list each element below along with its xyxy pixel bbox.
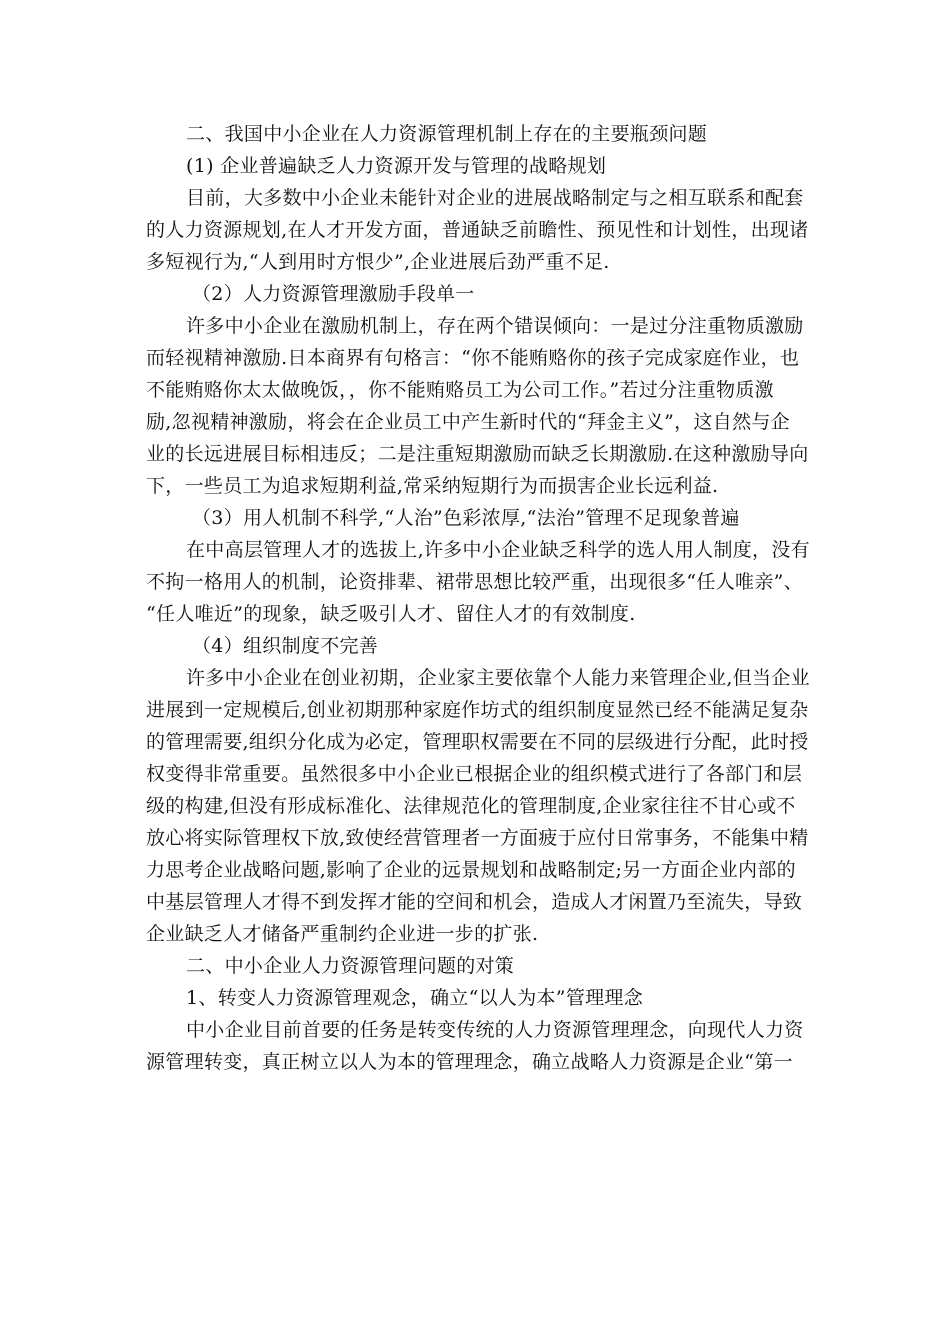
paragraph-line: 目前，大多数中小企业未能针对企业的进展战略制定与之相互联系和配套 [186,187,804,209]
paragraph-line: 中基层管理人才得不到发挥才能的空间和机会，造成人才闲置乃至流失，导致 [146,891,803,913]
paragraph-line: 不拘一格用人的机制，论资排辈、裙带思想比较严重，出现很多“任人唯亲”、 [146,571,803,593]
paragraph-line: 进展到一定规模后,创业初期那种家庭作坊式的组织制度显然已经不能满足复杂 [146,699,809,721]
subsection-heading: (1) 企业普遍缺乏人力资源开发与管理的战略规划 [186,155,607,177]
section-heading: 二、我国中小企业在人力资源管理机制上存在的主要瓶颈问题 [186,123,708,145]
subsection-heading: 1、转变人力资源管理观念，确立“以人为本”管理理念 [186,987,644,1009]
paragraph-line: 励,忽视精神激励，将会在企业员工中产生新时代的“拜金主义”，这自然与企 [146,411,790,433]
paragraph-line: “任人唯近”的现象，缺乏吸引人才、留住人才的有效制度. [146,603,636,625]
paragraph-line: 业的长远进展目标相违反；二是注重短期激励而缺乏长期激励.在这种激励导向 [146,443,809,465]
paragraph-line: 许多中小企业在创业初期，企业家主要依靠个人能力来管理企业,但当企业 [186,667,810,689]
section-heading: 二、中小企业人力资源管理问题的对策 [186,955,515,977]
paragraph-line: 下，一些员工为追求短期利益,常采纳短期行为而损害企业长远利益. [146,475,719,497]
subsection-heading: （2）人力资源管理激励手段单一 [192,283,475,305]
subsection-heading: （4）组织制度不完善 [192,635,379,657]
paragraph-line: 力思考企业战略问题,影响了企业的远景规划和战略制定;另一方面企业内部的 [146,859,796,881]
paragraph-line: 许多中小企业在激励机制上，存在两个错误倾向：一是过分注重物质激励 [186,315,804,337]
paragraph-line: 多短视行为,“人到用时方恨少”,企业进展后劲严重不足. [146,251,610,273]
paragraph-line: 中小企业目前首要的任务是转变传统的人力资源管理理念，向现代人力资 [186,1019,804,1041]
paragraph-line: 的人力资源规划,在人才开发方面，普通缺乏前瞻性、预见性和计划性，出现诸 [146,219,809,241]
paragraph-line: 不能贿赂你太太做晚饭，，你不能贿赂员工为公司工作。”若过分注重物质激 [146,379,774,401]
document-page [146,118,830,1078]
paragraph-line: 企业缺乏人才储备严重制约企业进一步的扩张. [146,923,539,945]
paragraph-line: 的管理需要,组织分化成为必定，管理职权需要在不同的层级进行分配，此时授 [146,731,809,753]
subsection-heading: （3）用人机制不科学,“人治”色彩浓厚,“法治”管理不足现象普遍 [192,507,740,529]
paragraph-line: 放心将实际管理权下放,致使经营管理者一方面疲于应付日常事务，不能集中精 [146,827,809,849]
paragraph-line: 权变得非常重要。虽然很多中小企业已根据企业的组织模式进行了各部门和层 [146,763,803,785]
paragraph-line: 级的构建,但没有形成标准化、法律规范化的管理制度,企业家往往不甘心或不 [146,795,796,817]
paragraph-line: 源管理转变，真正树立以人为本的管理理念，确立战略人力资源是企业“第一 [146,1051,793,1073]
paragraph-line: 在中高层管理人才的选拔上,许多中小企业缺乏科学的选人用人制度，没有 [186,539,810,561]
paragraph-line: 而轻视精神激励.日本商界有句格言：“你不能贿赂你的孩子完成家庭作业，也 [146,347,800,369]
